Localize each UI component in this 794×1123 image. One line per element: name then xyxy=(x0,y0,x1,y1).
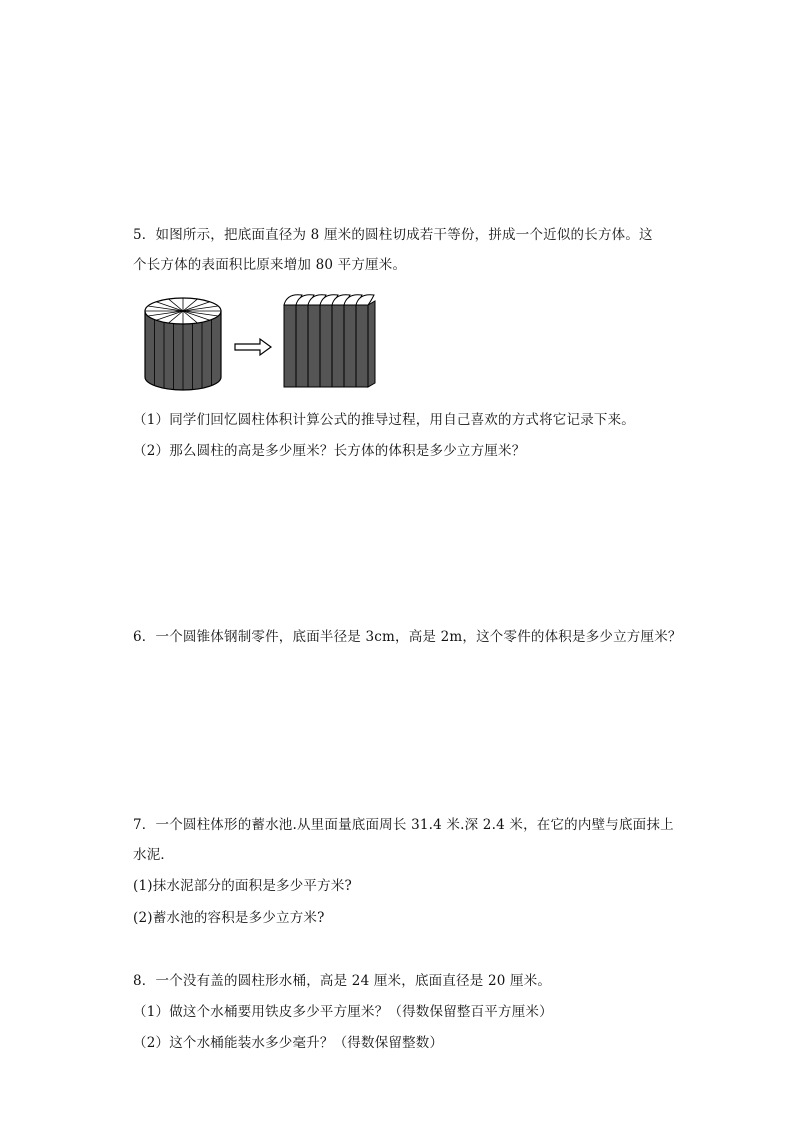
q8-line1: 8．一个没有盖的圆柱形水桶，高是 24 厘米，底面直径是 20 厘米。 xyxy=(133,973,552,989)
cuboid-side xyxy=(368,301,375,387)
q5-line1: 5．如图所示，把底面直径为 8 厘米的圆柱切成若干等份，拼成一个近似的长方体。这 xyxy=(133,227,653,243)
rearranged-cuboid-icon xyxy=(284,295,375,387)
cuboid-slice xyxy=(308,305,320,387)
q7-sub1: (1)抹水泥部分的面积是多少平方米? xyxy=(133,878,352,894)
q6-line1: 6．一个圆锥体钢制零件，底面半径是 3cm，高是 2m，这个零件的体积是多少立方厘米？ xyxy=(133,629,682,645)
q7-line2: 水泥． xyxy=(133,847,175,863)
q8-sub2: （2）这个水桶能装水多少毫升？（得数保留整数） xyxy=(133,1035,444,1051)
q5-sub1: （1）同学们回忆圆柱体积计算公式的推导过程，用自己喜欢的方式将它记录下来。 xyxy=(133,412,635,428)
q8-sub1: （1）做这个水桶要用铁皮多少平方厘米？（得数保留整百平方厘米） xyxy=(133,1004,553,1020)
cuboid-slice xyxy=(332,305,344,387)
cylinder-icon xyxy=(145,298,221,390)
cuboid-slice xyxy=(320,305,332,387)
q7-sub2: (2)蓄水池的容积是多少立方米? xyxy=(133,910,325,926)
cuboid-slice xyxy=(344,305,356,387)
cuboid-slice xyxy=(296,305,308,387)
cylinder-to-cuboid-figure xyxy=(140,291,390,397)
q7-line1: 7．一个圆柱体形的蓄水池.从里面量底面周长 31.4 米.深 2.4 米，在它的内壁与底面抹上 xyxy=(133,817,674,833)
arrow-right-icon xyxy=(235,339,271,355)
cuboid-slice xyxy=(356,305,368,387)
q5-line2: 个长方体的表面积比原来增加 80 平方厘米。 xyxy=(133,257,407,273)
q5-sub2: （2）那么圆柱的高是多少厘米？长方体的体积是多少立方厘米？ xyxy=(133,443,526,459)
cuboid-slice xyxy=(284,305,296,387)
